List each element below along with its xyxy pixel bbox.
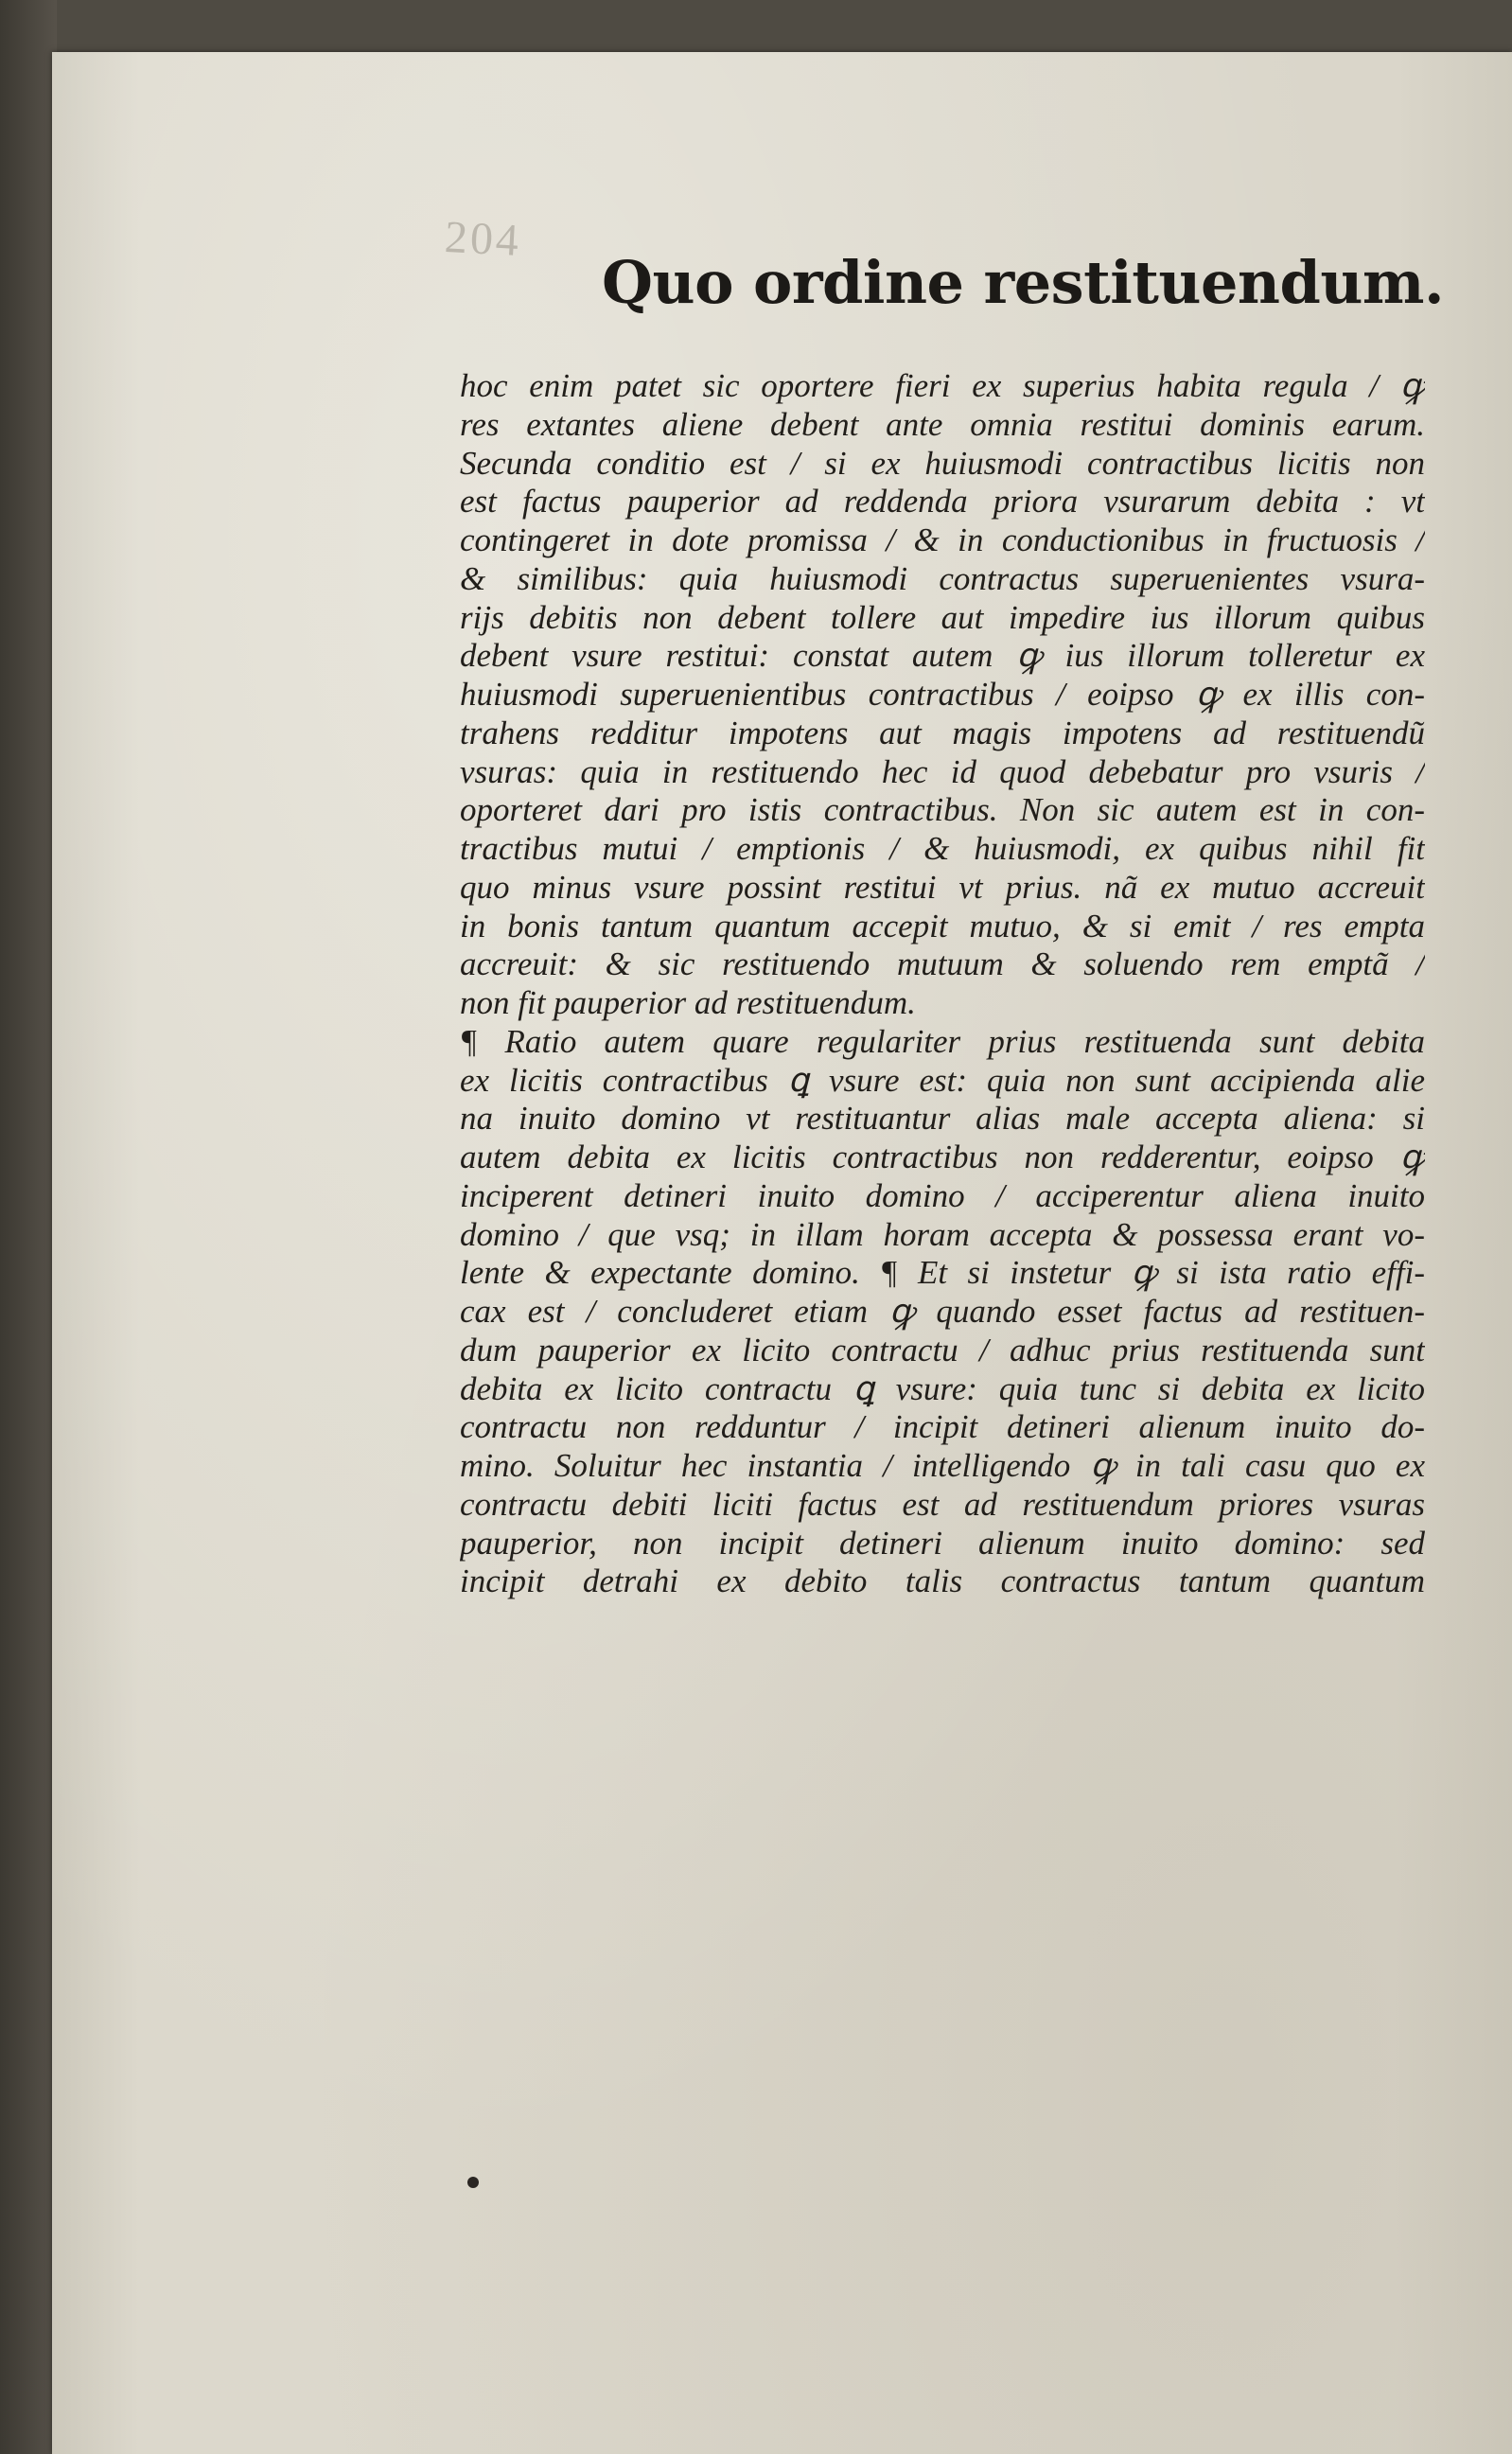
- text-line: accreuit: & sic restituendo mutuum & soluendo rem emptã /: [460, 945, 1425, 983]
- text-line: inciperent detineri inuito domino / acciperentur aliena inuito: [460, 1176, 1425, 1214]
- page-heading: Quo ordine restituendum.: [602, 248, 1445, 317]
- text-line: domino / que vsq; in illam horam accepta & possessa erant vo-: [460, 1215, 1425, 1253]
- text-line: oporteret dari pro istis contractibus. Non sic autem est in con-: [460, 791, 1425, 829]
- text-line: rijs debitis non debent tollere aut impedire ius illorum quibus: [460, 598, 1425, 636]
- ink-dot: [467, 2177, 479, 2188]
- text-line: hoc enim patet sic oportere fieri ex superius habita regula / ꝙ: [460, 367, 1425, 404]
- text-line: non fit pauperior ad restituendum.: [460, 984, 916, 1021]
- scan-backdrop: [0, 0, 57, 2454]
- text-line: trahens redditur impotens aut magis impotens ad restituendũ: [460, 714, 1425, 751]
- text-line: ex licitis contractibus ꝗ vsure est: quia non sunt accipienda alie: [460, 1061, 1425, 1099]
- text-line: debita ex licito contractu ꝗ vsure: quia tunc si debita ex licito: [460, 1369, 1425, 1407]
- folio-number: 204: [443, 211, 523, 267]
- text-line: dum pauperior ex licito contractu / adhuc prius restituenda sunt: [460, 1331, 1425, 1368]
- text-line: cax est / concluderet etiam ꝙ quando esset factus ad restituen-: [460, 1293, 1425, 1330]
- text-line: est factus pauperior ad reddenda priora vsurarum debita : vt: [460, 483, 1425, 521]
- text-line: huiusmodi superuenientibus contractibus / eoipso ꝙ ex illis con-: [460, 676, 1425, 713]
- text-line: autem debita ex licitis contractibus non redderentur, eoipso ꝙ: [460, 1139, 1425, 1175]
- text-line: in bonis tantum quantum accepit mutuo, & si emit / res empta: [460, 907, 1425, 945]
- text-line: contractu debiti liciti factus est ad restituendum priores vsuras: [460, 1485, 1425, 1523]
- text-line: Secunda conditio est / si ex huiusmodi contractibus licitis non: [460, 444, 1425, 482]
- text-line: lente & expectante domino. ¶ Et si instetur ꝙ si ista ratio effi-: [460, 1254, 1425, 1292]
- text-line: ¶ Ratio autem quare regulariter prius restituenda sunt debita: [460, 1022, 1425, 1060]
- text-line: na inuito domino vt restituantur alias male accepta aliena: si: [460, 1100, 1425, 1138]
- text-line: & similibus: quia huiusmodi contractus superuenientes vsura-: [460, 559, 1425, 597]
- text-line: tractibus mutui / emptionis / & huiusmodi, ex quibus nihil fit: [460, 830, 1425, 867]
- text-line: contingeret in dote promissa / & in conductionibus in fructuosis /: [460, 521, 1425, 558]
- text-line: mino. Soluitur hec instantia / intelligendo ꝙ in tali casu quo ex: [460, 1447, 1425, 1484]
- text-line: contractu non redduntur / incipit detineri alienum inuito do-: [460, 1408, 1425, 1446]
- text-line: debent vsure restitui: constat autem ꝙ ius illorum tolleretur ex: [460, 637, 1425, 675]
- text-line: vsuras: quia in restituendo hec id quod debebatur pro vsuris /: [460, 752, 1425, 790]
- text-line: pauperior, non incipit detineri alienum inuito domino: sed: [460, 1524, 1425, 1562]
- body-text: [460, 367, 1425, 1601]
- text-line: res extantes aliene debent ante omnia restitui dominis earum.: [460, 405, 1425, 443]
- text-line: incipit detrahi ex debito talis contractus tantum quantum: [460, 1562, 1425, 1600]
- text-line: quo minus vsure possint restitui vt prius. nã ex mutuo accreuit: [460, 868, 1425, 906]
